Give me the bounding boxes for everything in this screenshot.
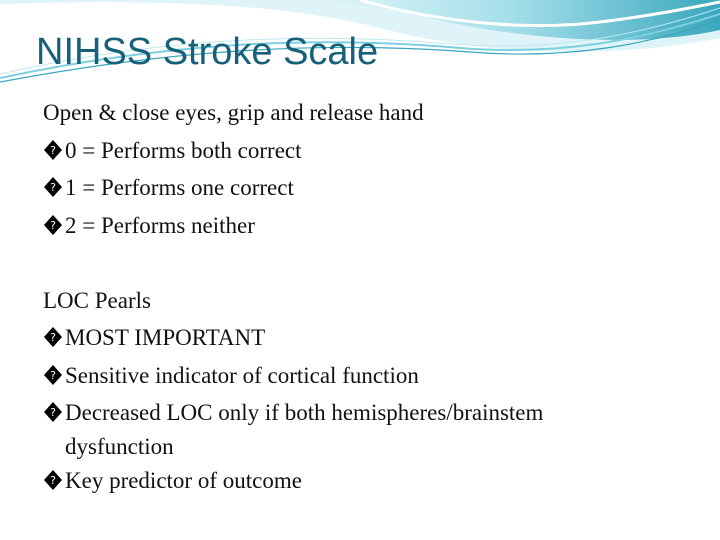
list-item xyxy=(43,207,683,245)
slide-body xyxy=(43,94,683,499)
list-item-continuation: dysfunction xyxy=(65,433,174,459)
list-item-text: Sensitive indicator of cortical function xyxy=(65,362,419,388)
missing-glyph-icon xyxy=(43,401,63,423)
list-item xyxy=(43,357,683,395)
svg-text:?: ? xyxy=(50,368,56,382)
list-item xyxy=(43,132,683,170)
svg-text:?: ? xyxy=(50,331,56,344)
list-item-text: 2 = Performs neither xyxy=(65,212,255,238)
list-item-text: Decreased LOC only if both hemispheres/brainstem xyxy=(65,400,544,425)
list-item-text: 0 = Performs both correct xyxy=(65,137,302,163)
svg-text:?: ? xyxy=(50,218,56,232)
missing-glyph-icon xyxy=(43,364,63,386)
list-item xyxy=(43,394,683,462)
svg-text:?: ? xyxy=(50,181,56,194)
svg-text:?: ? xyxy=(50,406,56,419)
list-item-text: MOST IMPORTANT xyxy=(65,325,266,350)
missing-glyph-icon xyxy=(43,326,63,348)
list-item-text: Key predictor of outcome xyxy=(65,467,302,493)
missing-glyph-icon xyxy=(43,214,63,236)
missing-glyph-icon xyxy=(43,139,63,161)
spacer xyxy=(43,244,683,282)
section-heading: Open & close eyes, grip and release hand xyxy=(43,100,424,125)
list-item-text: 1 = Performs one correct xyxy=(65,175,294,200)
slide-title: NIHSS Stroke Scale xyxy=(36,31,379,73)
list-item xyxy=(43,462,683,500)
missing-glyph-icon xyxy=(43,176,63,198)
missing-glyph-icon xyxy=(43,469,63,491)
list-item xyxy=(43,169,683,207)
svg-text:?: ? xyxy=(50,143,56,157)
svg-text:?: ? xyxy=(50,473,56,487)
section-heading: LOC Pearls xyxy=(43,287,151,313)
list-item xyxy=(43,319,683,357)
